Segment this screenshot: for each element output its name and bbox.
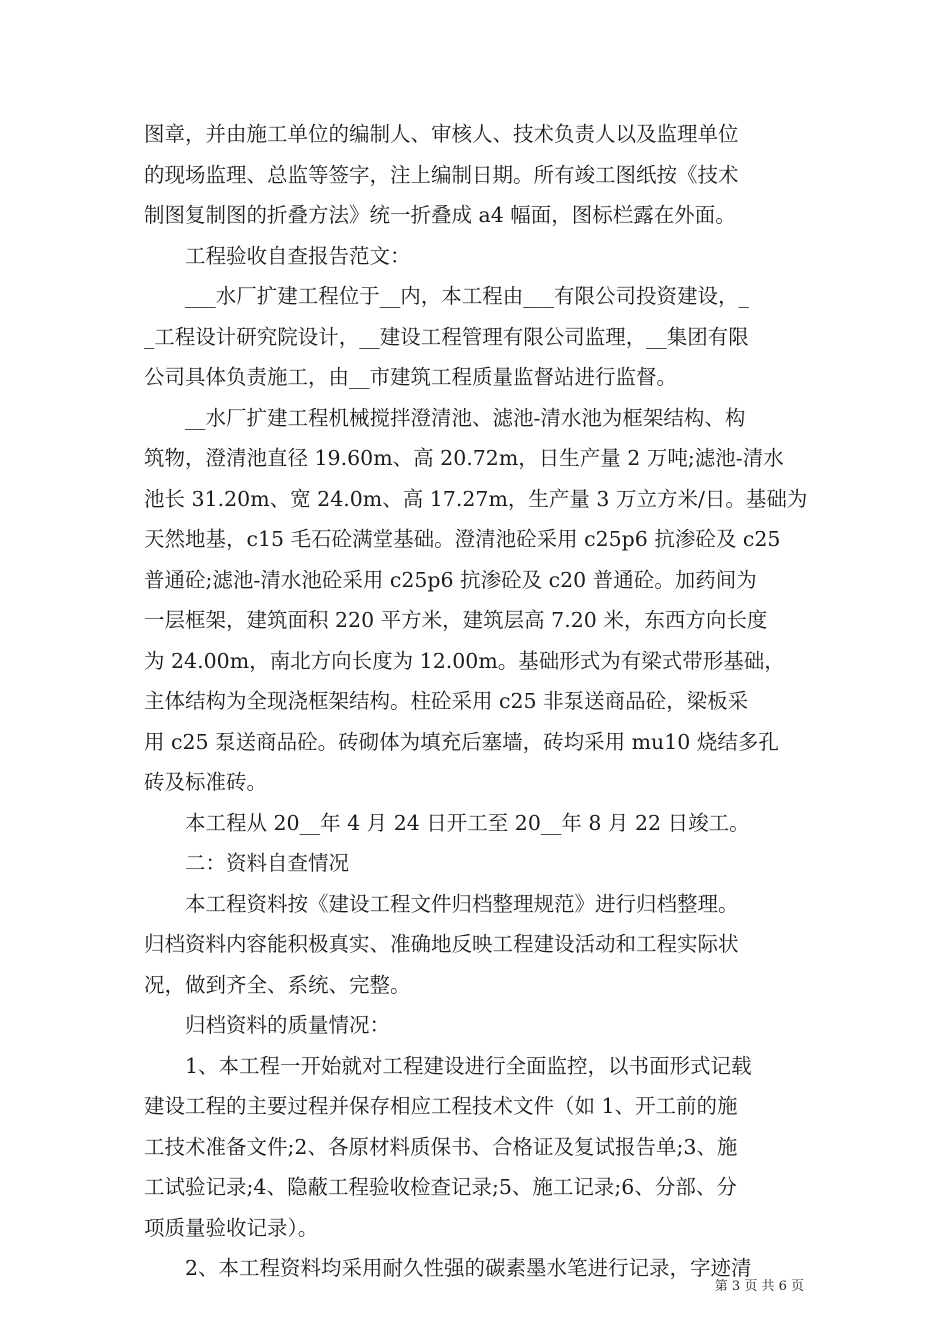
text-line: 为 24.00m，南北方向长度为 12.00m。基础形式为有梁式带形基础， (144, 648, 785, 673)
text-line: ___水厂扩建工程位于__内，本工程由___有限公司投资建设，_ (144, 284, 749, 308)
text-line: 况，做到齐全、系统、完整。 (144, 972, 411, 997)
text-line: 项质量验收记录）。 (144, 1215, 319, 1240)
text-line: 工技术准备文件;2、各原材料质保书、合格证及复试报告单;3、施 (144, 1134, 738, 1159)
text-line: 本工程资料按《建设工程文件归档整理规范》进行归档整理。 (144, 891, 739, 916)
section-heading: 归档资料的质量情况： (144, 1013, 390, 1037)
text-line: 图章，并由施工单位的编制人、审核人、技术负责人以及监理单位 (144, 122, 739, 146)
body-text (144, 114, 810, 1289)
text-line: 2、本工程资料均采用耐久性强的碳素墨水笔进行记录，字迹清 (144, 1256, 752, 1280)
page-number: 第 3 页 共 6 页 (714, 1279, 804, 1294)
text-line: _工程设计研究院设计，__建设工程管理有限公司监理，__集团有限 (144, 324, 749, 349)
text-line: 建设工程的主要过程并保存相应工程技术文件（如 1、开工前的施 (144, 1094, 738, 1118)
text-line: 一层框架，建筑面积 220 平方米，建筑层高 7.20 米，东西方向长度 (144, 608, 768, 632)
section-heading: 工程验收自查报告范文： (144, 243, 411, 268)
text-line: 的现场监理、总监等签字，注上编制日期。所有竣工图纸按《技术 (144, 162, 739, 187)
text-line: 用 c25 泵送商品砼。砖砌体为填充后塞墙，砖均采用 mu10 烧结多孔 (144, 729, 779, 754)
text-line: 普通砼;滤池-清水池砼采用 c25p6 抗渗砼及 c20 普通砼。加药间为 (144, 567, 757, 592)
text-line: 筑物，澄清池直径 19.60m、高 20.72m，日生产量 2 万吨;滤池-清水 (144, 446, 784, 470)
text-line: 砖及标准砖。 (144, 770, 267, 794)
text-line: 工试验记录;4、隐蔽工程验收检查记录;5、施工记录;6、分部、分 (144, 1175, 737, 1199)
text-line: 公司具体负责施工，由__市建筑工程质量监督站进行监督。 (144, 365, 677, 389)
text-line: __水厂扩建工程机械搅拌澄清池、滤池-清水池为框架结构、构 (144, 405, 746, 430)
text-line: 主体结构为全现浇框架结构。柱砼采用 c25 非泵送商品砼，梁板采 (144, 689, 749, 713)
text-line: 本工程从 20__年 4 月 24 日开工至 20__年 8 月 22 日竣工。 (144, 810, 750, 835)
section-heading: 二：资料自查情况 (144, 851, 349, 875)
text-line: 池长 31.20m、宽 24.0m、高 17.27m，生产量 3 万立方米/日。基础为 (144, 486, 808, 511)
text-line: 制图复制图的折叠方法》统一折叠成 a4 幅面，图标栏露在外面。 (144, 203, 736, 227)
text-line: 天然地基，c15 毛石砼满堂基础。澄清池砼采用 c25p6 抗渗砼及 c25 (144, 527, 781, 551)
text-line: 1、本工程一开始就对工程建设进行全面监控，以书面形式记载 (144, 1053, 752, 1078)
text-line: 归档资料内容能积极真实、准确地反映工程建设活动和工程实际状 (144, 932, 739, 956)
